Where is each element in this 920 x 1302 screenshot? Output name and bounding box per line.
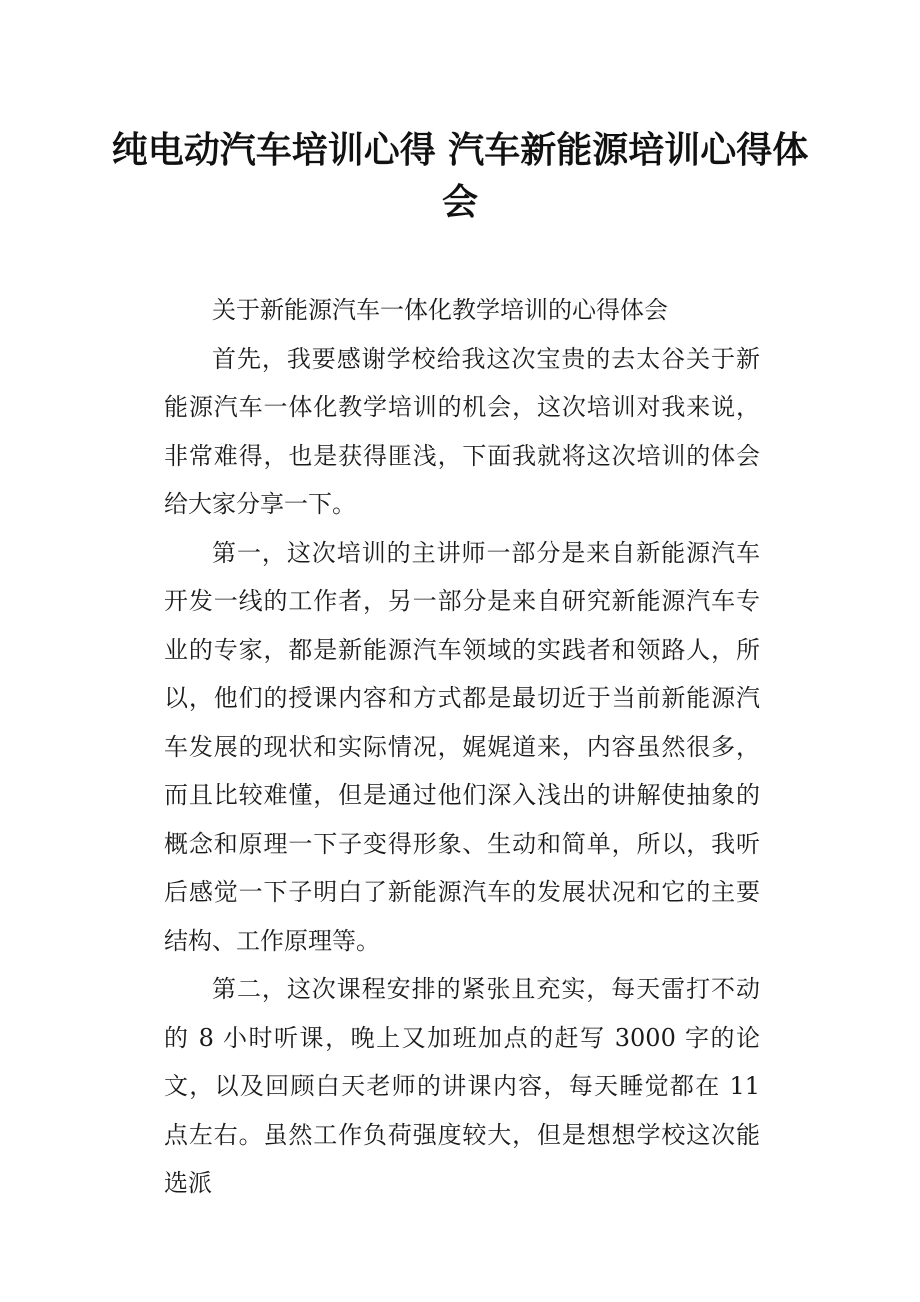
paragraph-intro: 首先，我要感谢学校给我这次宝贵的去太谷关于新能源汽车一体化教学培训的机会，这次培训对我来说，非常难得，也是获得匪浅，下面我就将这次培训的体会给大家分享一下。: [164, 344, 760, 518]
paragraph-second-point: 第二，这次课程安排的紧张且充实，每天雷打不动的 8 小时听课，晚上又加班加点的赶写 3000 字的论文，以及回顾白天老师的讲课内容，每天睡觉都在 11 点左右。虽然工作负荷强度较大，但是想想学校这次能选派: [164, 975, 760, 1197]
paragraph-first-point: 第一，这次培训的主讲师一部分是来自新能源汽车开发一线的工作者，另一部分是来自研究新能源汽车专业的专家，都是新能源汽车领域的实践者和领路人，所以，他们的授课内容和方式都是最切近于当前新能源汽车发展的现状和实际情况，娓娓道来，内容虽然很多，而且比较难懂，但是通过他们深入浅出的讲解使抽象的概念和原理一下子变得形象、生动和简单，所以，我听后感觉一下子明白了新能源汽车的发展状况和它的主要结构、工作原理等。: [164, 538, 760, 955]
paragraph-subtitle: 关于新能源汽车一体化教学培训的心得体会: [212, 296, 668, 324]
document-title: 纯电动汽车培训心得 汽车新能源培训心得体会: [111, 129, 809, 223]
document-body: [164, 286, 760, 1208]
